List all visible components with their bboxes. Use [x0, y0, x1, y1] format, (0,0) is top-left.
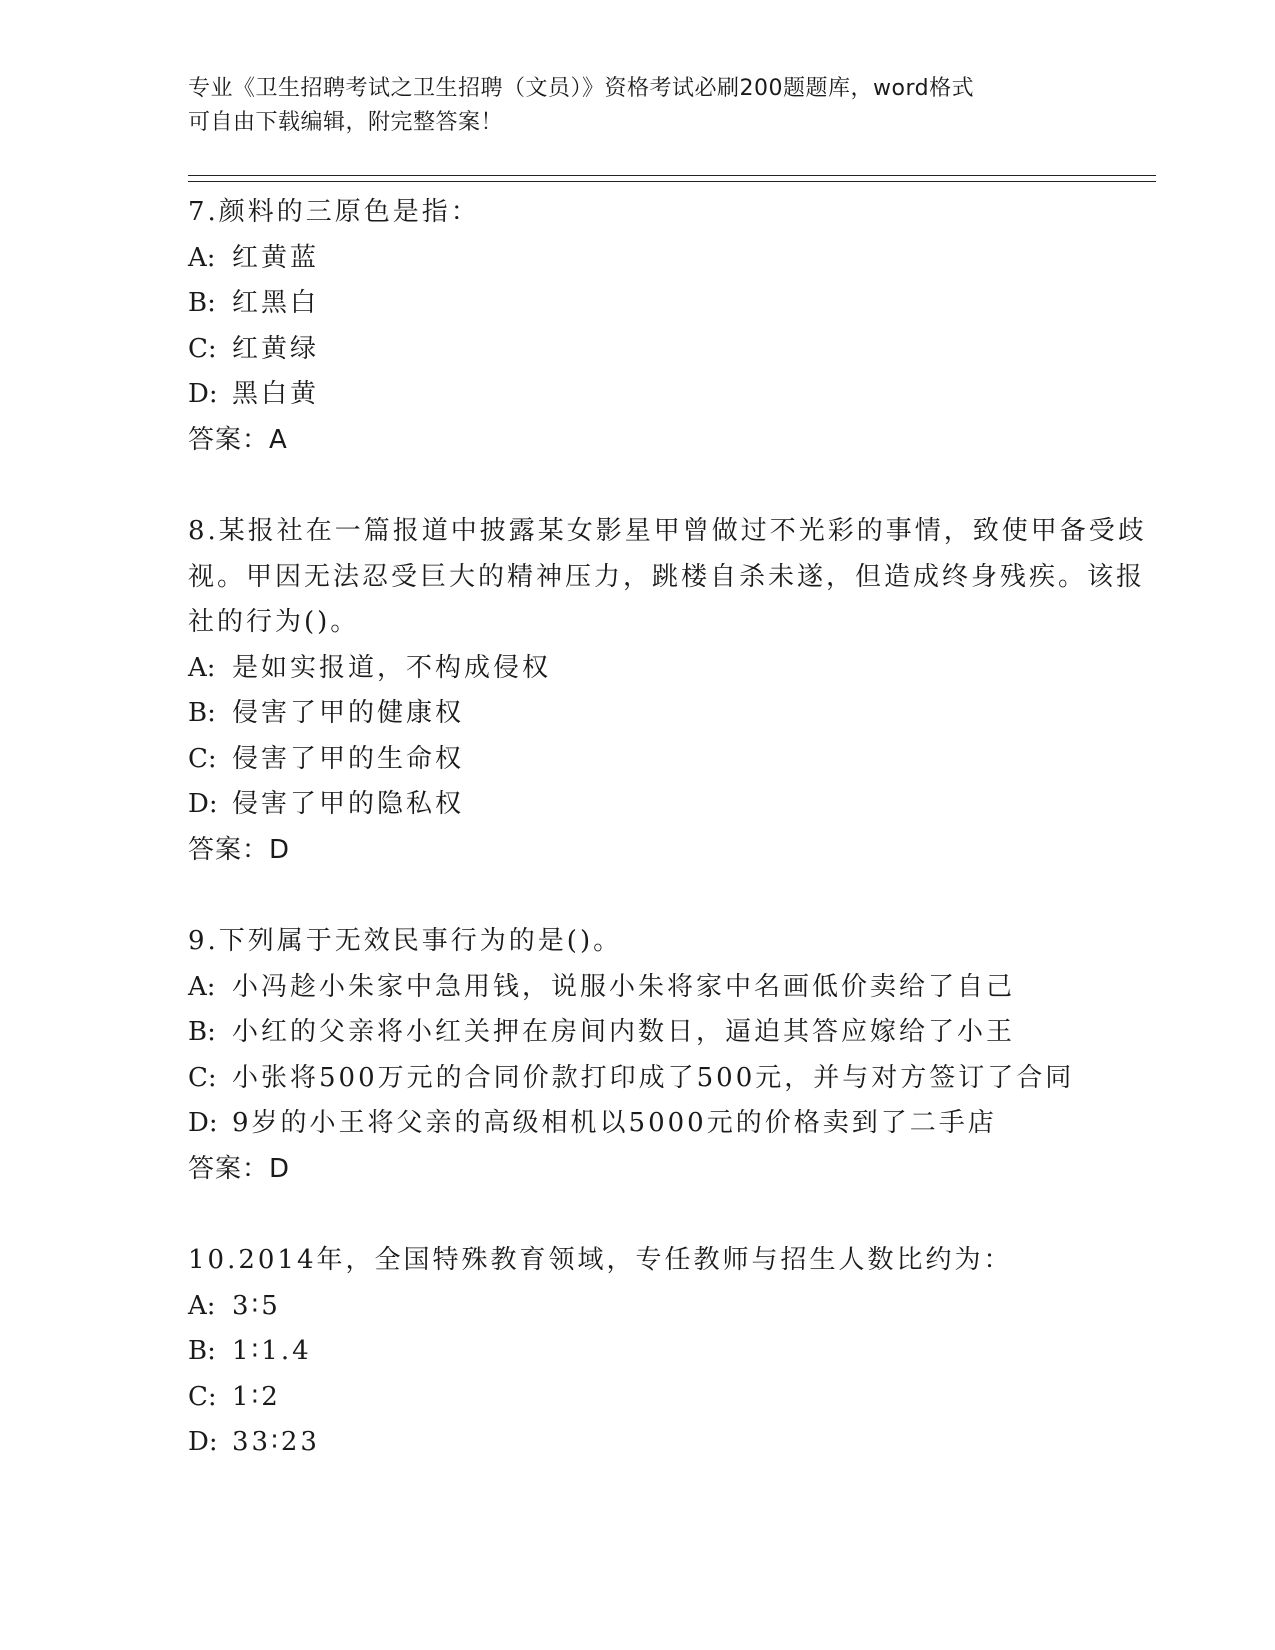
- option-letter: A:: [188, 242, 216, 273]
- option-d: [188, 1101, 1148, 1147]
- option-d: [188, 1420, 1148, 1466]
- option-a: [188, 236, 1148, 282]
- header-title-line-1: 专业《卫生招聘考试之卫生招聘（文员）》资格考试必刷200题题库，word格式: [188, 76, 975, 101]
- option-letter: B:: [188, 1336, 216, 1366]
- answer-line: 答案：D: [188, 1153, 291, 1184]
- option-text: 侵害了甲的生命权: [232, 743, 465, 774]
- option-text: 红黑白: [232, 288, 320, 318]
- question-9: [188, 919, 1148, 1192]
- question-7: [188, 190, 1148, 463]
- option-a: [188, 646, 1148, 692]
- question-8: [188, 509, 1148, 873]
- option-c: [188, 1056, 1148, 1102]
- option-letter: D:: [188, 1427, 218, 1457]
- question-stem: 8.某报社在一篇报道中披露某女影星甲曾做过不光彩的事情，致使甲备受歧视。甲因无法忍受巨大的精神压力，跳楼自杀未遂，但造成终身残疾。该报社的行为()。: [188, 516, 1147, 637]
- option-text: 黑白黄: [232, 379, 320, 409]
- option-a: [188, 1284, 1148, 1330]
- header-divider-bottom: [188, 181, 1156, 182]
- option-text: 1∶1.4: [232, 1336, 312, 1366]
- option-text: 红黄绿: [232, 333, 320, 364]
- option-b: [188, 1010, 1148, 1056]
- option-letter: C:: [188, 1381, 217, 1412]
- question-list: [188, 190, 1148, 1512]
- option-c: [188, 1375, 1148, 1421]
- question-stem: 7.颜料的三原色是指：: [188, 197, 480, 227]
- option-c: [188, 737, 1148, 783]
- option-b: [188, 281, 1148, 327]
- option-letter: D:: [188, 379, 218, 409]
- option-text: 小张将500万元的合同价款打印成了500元，并与对方签订了合同: [232, 1062, 1075, 1093]
- option-letter: D:: [188, 1108, 218, 1138]
- option-a: [188, 965, 1148, 1011]
- option-text: 3∶5: [232, 1290, 281, 1321]
- option-text: 侵害了甲的隐私权: [232, 789, 465, 819]
- option-letter: B:: [188, 288, 216, 318]
- option-letter: B:: [188, 1017, 216, 1047]
- option-text: 小冯趁小朱家中急用钱，说服小朱将家中名画低价卖给了自己: [232, 971, 1016, 1002]
- option-b: [188, 1329, 1148, 1375]
- answer-line: 答案：A: [188, 424, 288, 455]
- option-text: 红黄蓝: [232, 242, 320, 273]
- option-letter: B:: [188, 698, 216, 728]
- option-letter: C:: [188, 1062, 217, 1093]
- option-d: [188, 372, 1148, 418]
- header-title-line-2: 可自由下载编辑，附完整答案！: [188, 110, 504, 135]
- answer-line: 答案：D: [188, 834, 291, 865]
- option-letter: C:: [188, 743, 217, 774]
- document-header: [188, 72, 1068, 140]
- question-stem: 9.下列属于无效民事行为的是()。: [188, 926, 623, 956]
- option-b: [188, 691, 1148, 737]
- option-letter: A:: [188, 652, 216, 683]
- option-letter: A:: [188, 1290, 216, 1321]
- option-letter: D:: [188, 789, 218, 819]
- question-10: [188, 1238, 1148, 1466]
- option-text: 9岁的小王将父亲的高级相机以5000元的价格卖到了二手店: [232, 1108, 997, 1138]
- option-text: 1∶2: [232, 1381, 281, 1412]
- option-text: 是如实报道，不构成侵权: [232, 652, 552, 683]
- option-letter: A:: [188, 971, 216, 1002]
- header-divider-top: [188, 175, 1156, 176]
- option-text: 33∶23: [232, 1427, 320, 1457]
- option-letter: C:: [188, 333, 217, 364]
- option-d: [188, 782, 1148, 828]
- option-text: 侵害了甲的健康权: [232, 698, 465, 728]
- option-text: 小红的父亲将小红关押在房间内数日，逼迫其答应嫁给了小王: [232, 1017, 1016, 1047]
- option-c: [188, 327, 1148, 373]
- question-stem: 10.2014年，全国特殊教育领域，专任教师与招生人数比约为：: [188, 1245, 1013, 1275]
